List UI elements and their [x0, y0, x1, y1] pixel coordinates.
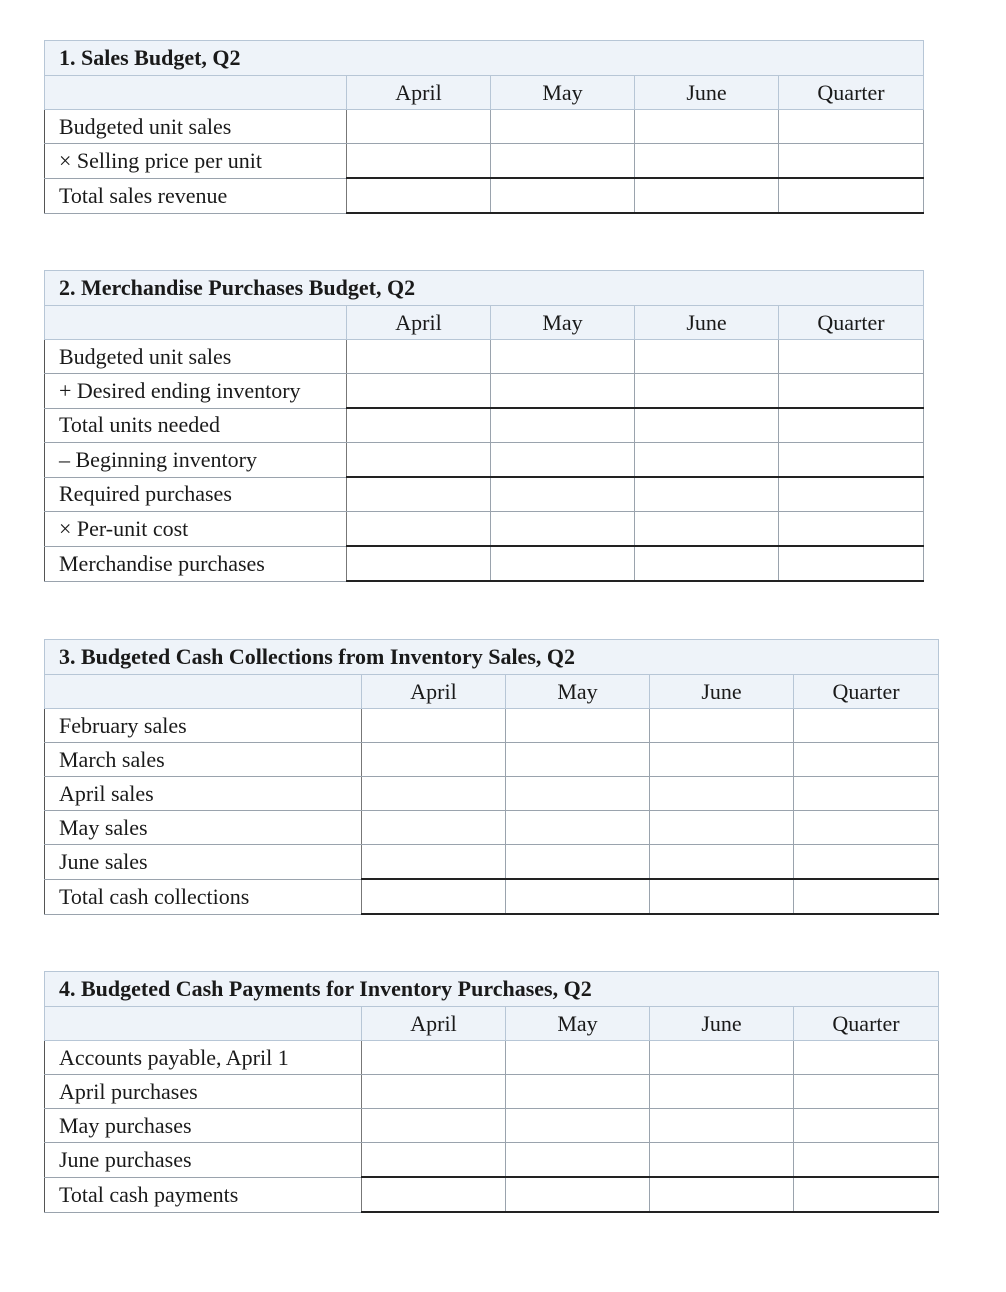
input-cell[interactable] [794, 811, 939, 845]
input-cell[interactable] [635, 512, 779, 547]
row-label: Required purchases [45, 477, 347, 512]
input-cell[interactable] [362, 1075, 506, 1109]
input-cell[interactable] [506, 1041, 650, 1075]
input-cell[interactable] [506, 845, 650, 880]
row-label: × Selling price per unit [45, 144, 347, 179]
header-blank [45, 306, 347, 340]
input-cell[interactable] [635, 546, 779, 581]
input-cell[interactable] [779, 477, 924, 512]
column-header-april: April [362, 1007, 506, 1041]
input-cell[interactable] [506, 1109, 650, 1143]
input-cell[interactable] [347, 477, 491, 512]
input-cell[interactable] [491, 178, 635, 213]
input-cell[interactable] [491, 110, 635, 144]
row-label: April sales [45, 777, 362, 811]
input-cell[interactable] [794, 1075, 939, 1109]
row-label: May sales [45, 811, 362, 845]
input-cell[interactable] [794, 743, 939, 777]
input-cell[interactable] [347, 340, 491, 374]
column-header-quarter: Quarter [779, 76, 924, 110]
column-header-june: June [635, 76, 779, 110]
purchases-budget-title: 2. Merchandise Purchases Budget, Q2 [45, 271, 924, 306]
input-cell[interactable] [362, 709, 506, 743]
input-cell[interactable] [362, 845, 506, 880]
input-cell[interactable] [779, 144, 924, 179]
sales-budget-table [44, 40, 924, 214]
collections-budget-table [44, 639, 939, 915]
input-cell[interactable] [779, 512, 924, 547]
row-label: Total cash collections [45, 879, 362, 914]
input-cell[interactable] [491, 512, 635, 547]
row-label: + Desired ending inventory [45, 374, 347, 409]
header-blank [45, 675, 362, 709]
row-label: April purchases [45, 1075, 362, 1109]
input-cell[interactable] [779, 340, 924, 374]
input-cell[interactable] [362, 743, 506, 777]
input-cell[interactable] [362, 777, 506, 811]
input-cell[interactable] [491, 408, 635, 443]
input-cell[interactable] [794, 1041, 939, 1075]
input-cell[interactable] [362, 1143, 506, 1178]
input-cell[interactable] [347, 546, 491, 581]
input-cell[interactable] [650, 845, 794, 880]
input-cell[interactable] [794, 1109, 939, 1143]
row-label: Total cash payments [45, 1177, 362, 1212]
input-cell[interactable] [362, 879, 506, 914]
column-header-quarter: Quarter [794, 1007, 939, 1041]
row-label: May purchases [45, 1109, 362, 1143]
column-header-june: June [650, 1007, 794, 1041]
row-label: Accounts payable, April 1 [45, 1041, 362, 1075]
input-cell[interactable] [491, 443, 635, 478]
input-cell[interactable] [779, 110, 924, 144]
column-header-april: April [347, 76, 491, 110]
row-label: Merchandise purchases [45, 546, 347, 581]
column-header-june: June [635, 306, 779, 340]
input-cell[interactable] [779, 443, 924, 478]
input-cell[interactable] [506, 777, 650, 811]
input-cell[interactable] [347, 374, 491, 409]
input-cell[interactable] [794, 1143, 939, 1178]
column-header-quarter: Quarter [779, 306, 924, 340]
input-cell[interactable] [635, 408, 779, 443]
row-label: – Beginning inventory [45, 443, 347, 478]
input-cell[interactable] [362, 811, 506, 845]
input-cell[interactable] [347, 178, 491, 213]
input-cell[interactable] [650, 1075, 794, 1109]
input-cell[interactable] [506, 811, 650, 845]
column-header-quarter: Quarter [794, 675, 939, 709]
input-cell[interactable] [794, 709, 939, 743]
input-cell[interactable] [779, 408, 924, 443]
collections-budget-title: 3. Budgeted Cash Collections from Inventory Sales, Q2 [45, 640, 939, 675]
column-header-june: June [650, 675, 794, 709]
row-label: Budgeted unit sales [45, 110, 347, 144]
input-cell[interactable] [794, 1177, 939, 1212]
row-label: Total sales revenue [45, 178, 347, 213]
column-header-april: April [362, 675, 506, 709]
input-cell[interactable] [506, 1075, 650, 1109]
input-cell[interactable] [506, 879, 650, 914]
input-cell[interactable] [347, 512, 491, 547]
column-header-april: April [347, 306, 491, 340]
input-cell[interactable] [347, 144, 491, 179]
row-label: June purchases [45, 1143, 362, 1178]
input-cell[interactable] [362, 1041, 506, 1075]
input-cell[interactable] [635, 110, 779, 144]
row-label: Budgeted unit sales [45, 340, 347, 374]
input-cell[interactable] [362, 1109, 506, 1143]
input-cell[interactable] [794, 777, 939, 811]
row-label: March sales [45, 743, 362, 777]
header-blank [45, 76, 347, 110]
input-cell[interactable] [650, 1041, 794, 1075]
row-label: February sales [45, 709, 362, 743]
input-cell[interactable] [506, 1177, 650, 1212]
input-cell[interactable] [635, 178, 779, 213]
input-cell[interactable] [491, 374, 635, 409]
input-cell[interactable] [794, 845, 939, 880]
input-cell[interactable] [491, 340, 635, 374]
input-cell[interactable] [650, 879, 794, 914]
input-cell[interactable] [779, 546, 924, 581]
column-header-may: May [491, 306, 635, 340]
input-cell[interactable] [650, 743, 794, 777]
input-cell[interactable] [362, 1177, 506, 1212]
input-cell[interactable] [650, 1143, 794, 1178]
input-cell[interactable] [491, 546, 635, 581]
input-cell[interactable] [347, 110, 491, 144]
row-label: June sales [45, 845, 362, 880]
input-cell[interactable] [779, 178, 924, 213]
input-cell[interactable] [635, 477, 779, 512]
column-header-may: May [506, 675, 650, 709]
input-cell[interactable] [491, 477, 635, 512]
row-label: × Per-unit cost [45, 512, 347, 547]
column-header-may: May [491, 76, 635, 110]
input-cell[interactable] [635, 144, 779, 179]
input-cell[interactable] [650, 1177, 794, 1212]
input-cell[interactable] [650, 777, 794, 811]
input-cell[interactable] [506, 743, 650, 777]
column-header-may: May [506, 1007, 650, 1041]
input-cell[interactable] [794, 879, 939, 914]
input-cell[interactable] [779, 374, 924, 409]
input-cell[interactable] [347, 443, 491, 478]
header-blank [45, 1007, 362, 1041]
input-cell[interactable] [650, 1109, 794, 1143]
row-label: Total units needed [45, 408, 347, 443]
payments-budget-title: 4. Budgeted Cash Payments for Inventory Purchases, Q2 [45, 972, 939, 1007]
payments-budget-table [44, 971, 939, 1213]
input-cell[interactable] [635, 340, 779, 374]
input-cell[interactable] [506, 1143, 650, 1178]
input-cell[interactable] [650, 811, 794, 845]
input-cell[interactable] [347, 408, 491, 443]
input-cell[interactable] [650, 709, 794, 743]
input-cell[interactable] [635, 374, 779, 409]
purchases-budget-table [44, 270, 924, 582]
input-cell[interactable] [491, 144, 635, 179]
input-cell[interactable] [506, 709, 650, 743]
sales-budget-title: 1. Sales Budget, Q2 [45, 41, 924, 76]
input-cell[interactable] [635, 443, 779, 478]
